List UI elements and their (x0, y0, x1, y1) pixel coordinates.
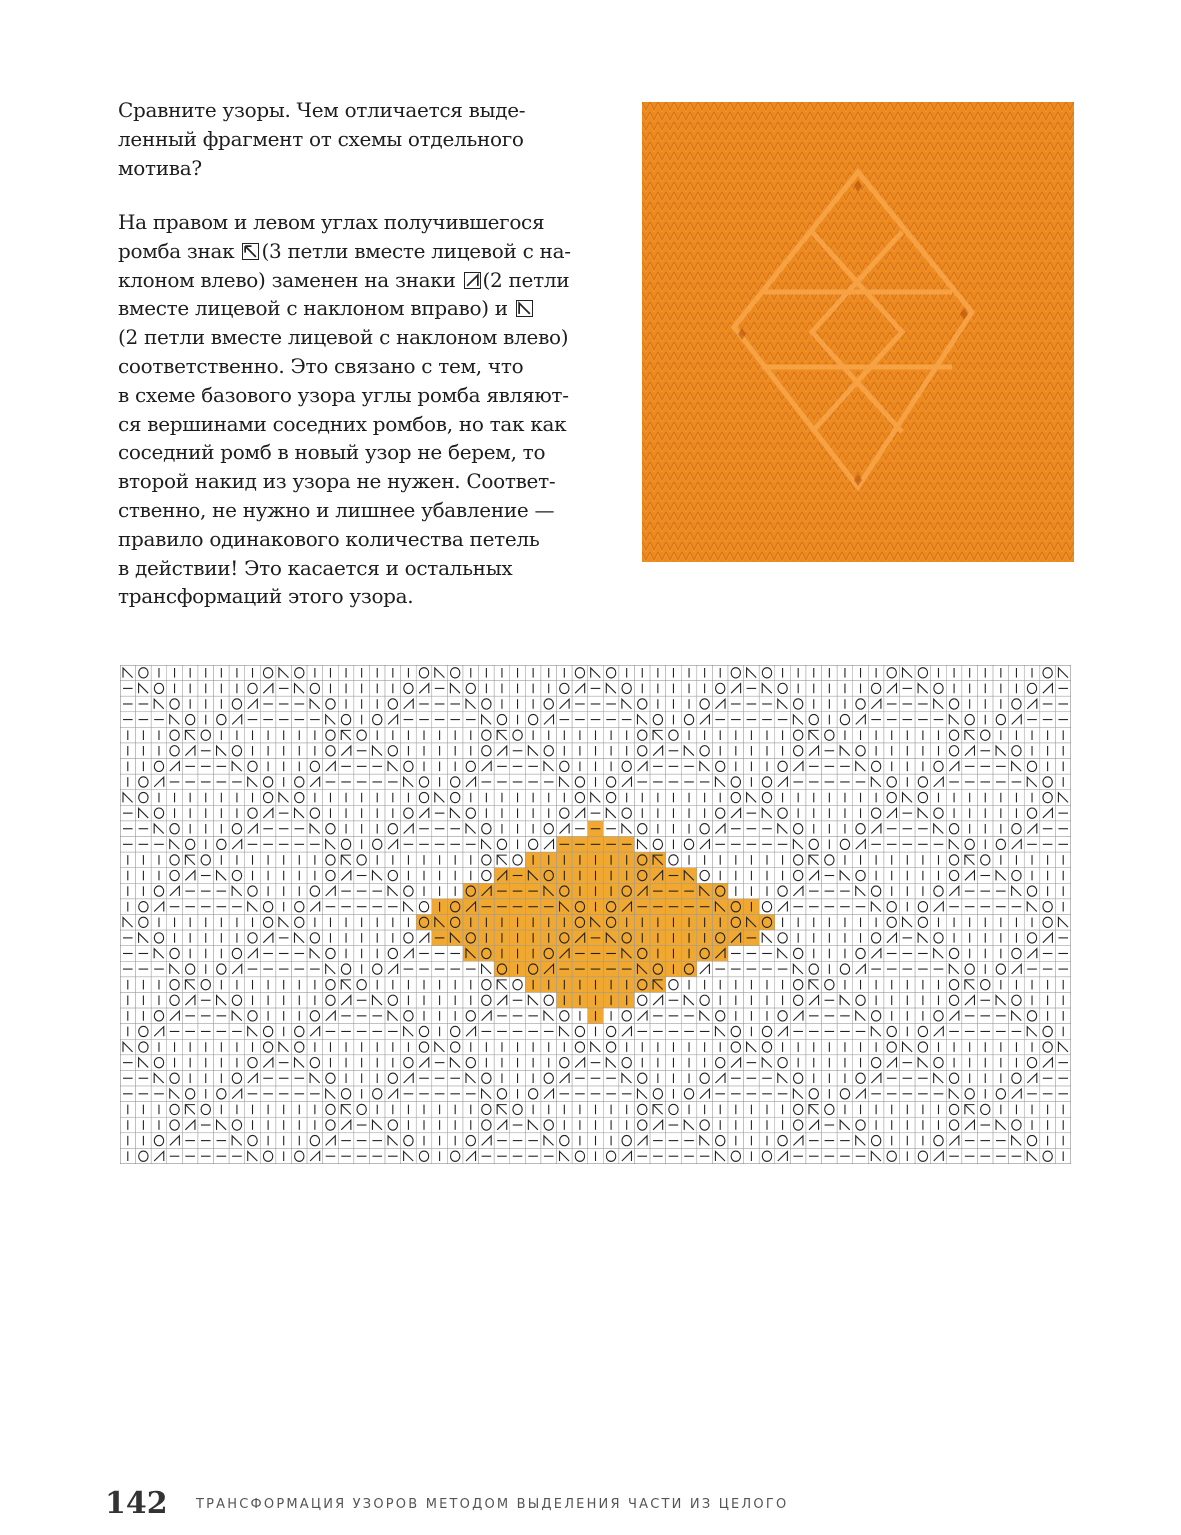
text-segment: ромба знак (118, 238, 241, 263)
text-segment: ся вершинами соседних ромбов, но так как (118, 411, 567, 436)
explanation-paragraph (118, 208, 571, 611)
text-line: ленный фрагмент от схемы отдельного (118, 126, 524, 151)
text-line (118, 208, 571, 237)
text-segment: в схеме базового узора углы ромба являют- (118, 382, 569, 407)
text-line (118, 294, 571, 323)
text-segment: (3 петли вместе лицевой с на- (261, 238, 571, 263)
k2tog-left-leaning-icon (516, 300, 533, 317)
text-segment: соседний ромб в новый узор не берем, то (118, 440, 546, 465)
text-line (118, 525, 571, 554)
text-segment: вместе лицевой с наклоном вправо) и (118, 296, 514, 321)
text-line (118, 554, 571, 583)
k2tog-right-leaning-icon (464, 272, 481, 289)
text-line (118, 410, 571, 439)
text-line (118, 496, 571, 525)
text-segment: в действии! Это касается и остальных (118, 555, 513, 580)
text-line: Сравните узоры. Чем отличается выде- (118, 98, 526, 122)
text-segment: правило одинакового количества петель (118, 526, 540, 551)
k3tog-left-leaning-icon (242, 243, 259, 260)
text-line (118, 381, 571, 410)
text-line (118, 352, 571, 381)
text-segment: трансформаций этого узора. (118, 584, 414, 609)
text-segment: второй накид из узора не нужен. Соответ- (118, 469, 556, 494)
text-line: мотива? (118, 155, 202, 180)
text-line (118, 266, 571, 295)
text-line (118, 323, 571, 352)
knitting-chart (120, 665, 1071, 1164)
text-line (118, 438, 571, 467)
intro-paragraph (118, 96, 525, 182)
running-head: ТРАНСФОРМАЦИЯ УЗОРОВ МЕТОДОМ ВЫДЕЛЕНИЯ ЧАСТИ ИЗ ЦЕЛОГО (196, 1497, 789, 1512)
text-segment: На правом и левом углах получившегося (118, 210, 545, 234)
text-line (118, 237, 571, 266)
text-segment: клоном влево) заменен на знаки (118, 267, 462, 292)
text-segment: соответственно. Это связано с тем, что (118, 353, 524, 378)
text-segment: ственно, не нужно и лишнее убавление — (118, 497, 555, 522)
knitted-swatch-photo (642, 102, 1074, 562)
text-segment: (2 петли вместе лицевой с наклоном влево) (118, 325, 569, 350)
text-line (118, 582, 571, 611)
page-number: 142 (105, 1486, 168, 1521)
text-segment: (2 петли (482, 267, 570, 292)
text-line (118, 467, 571, 496)
